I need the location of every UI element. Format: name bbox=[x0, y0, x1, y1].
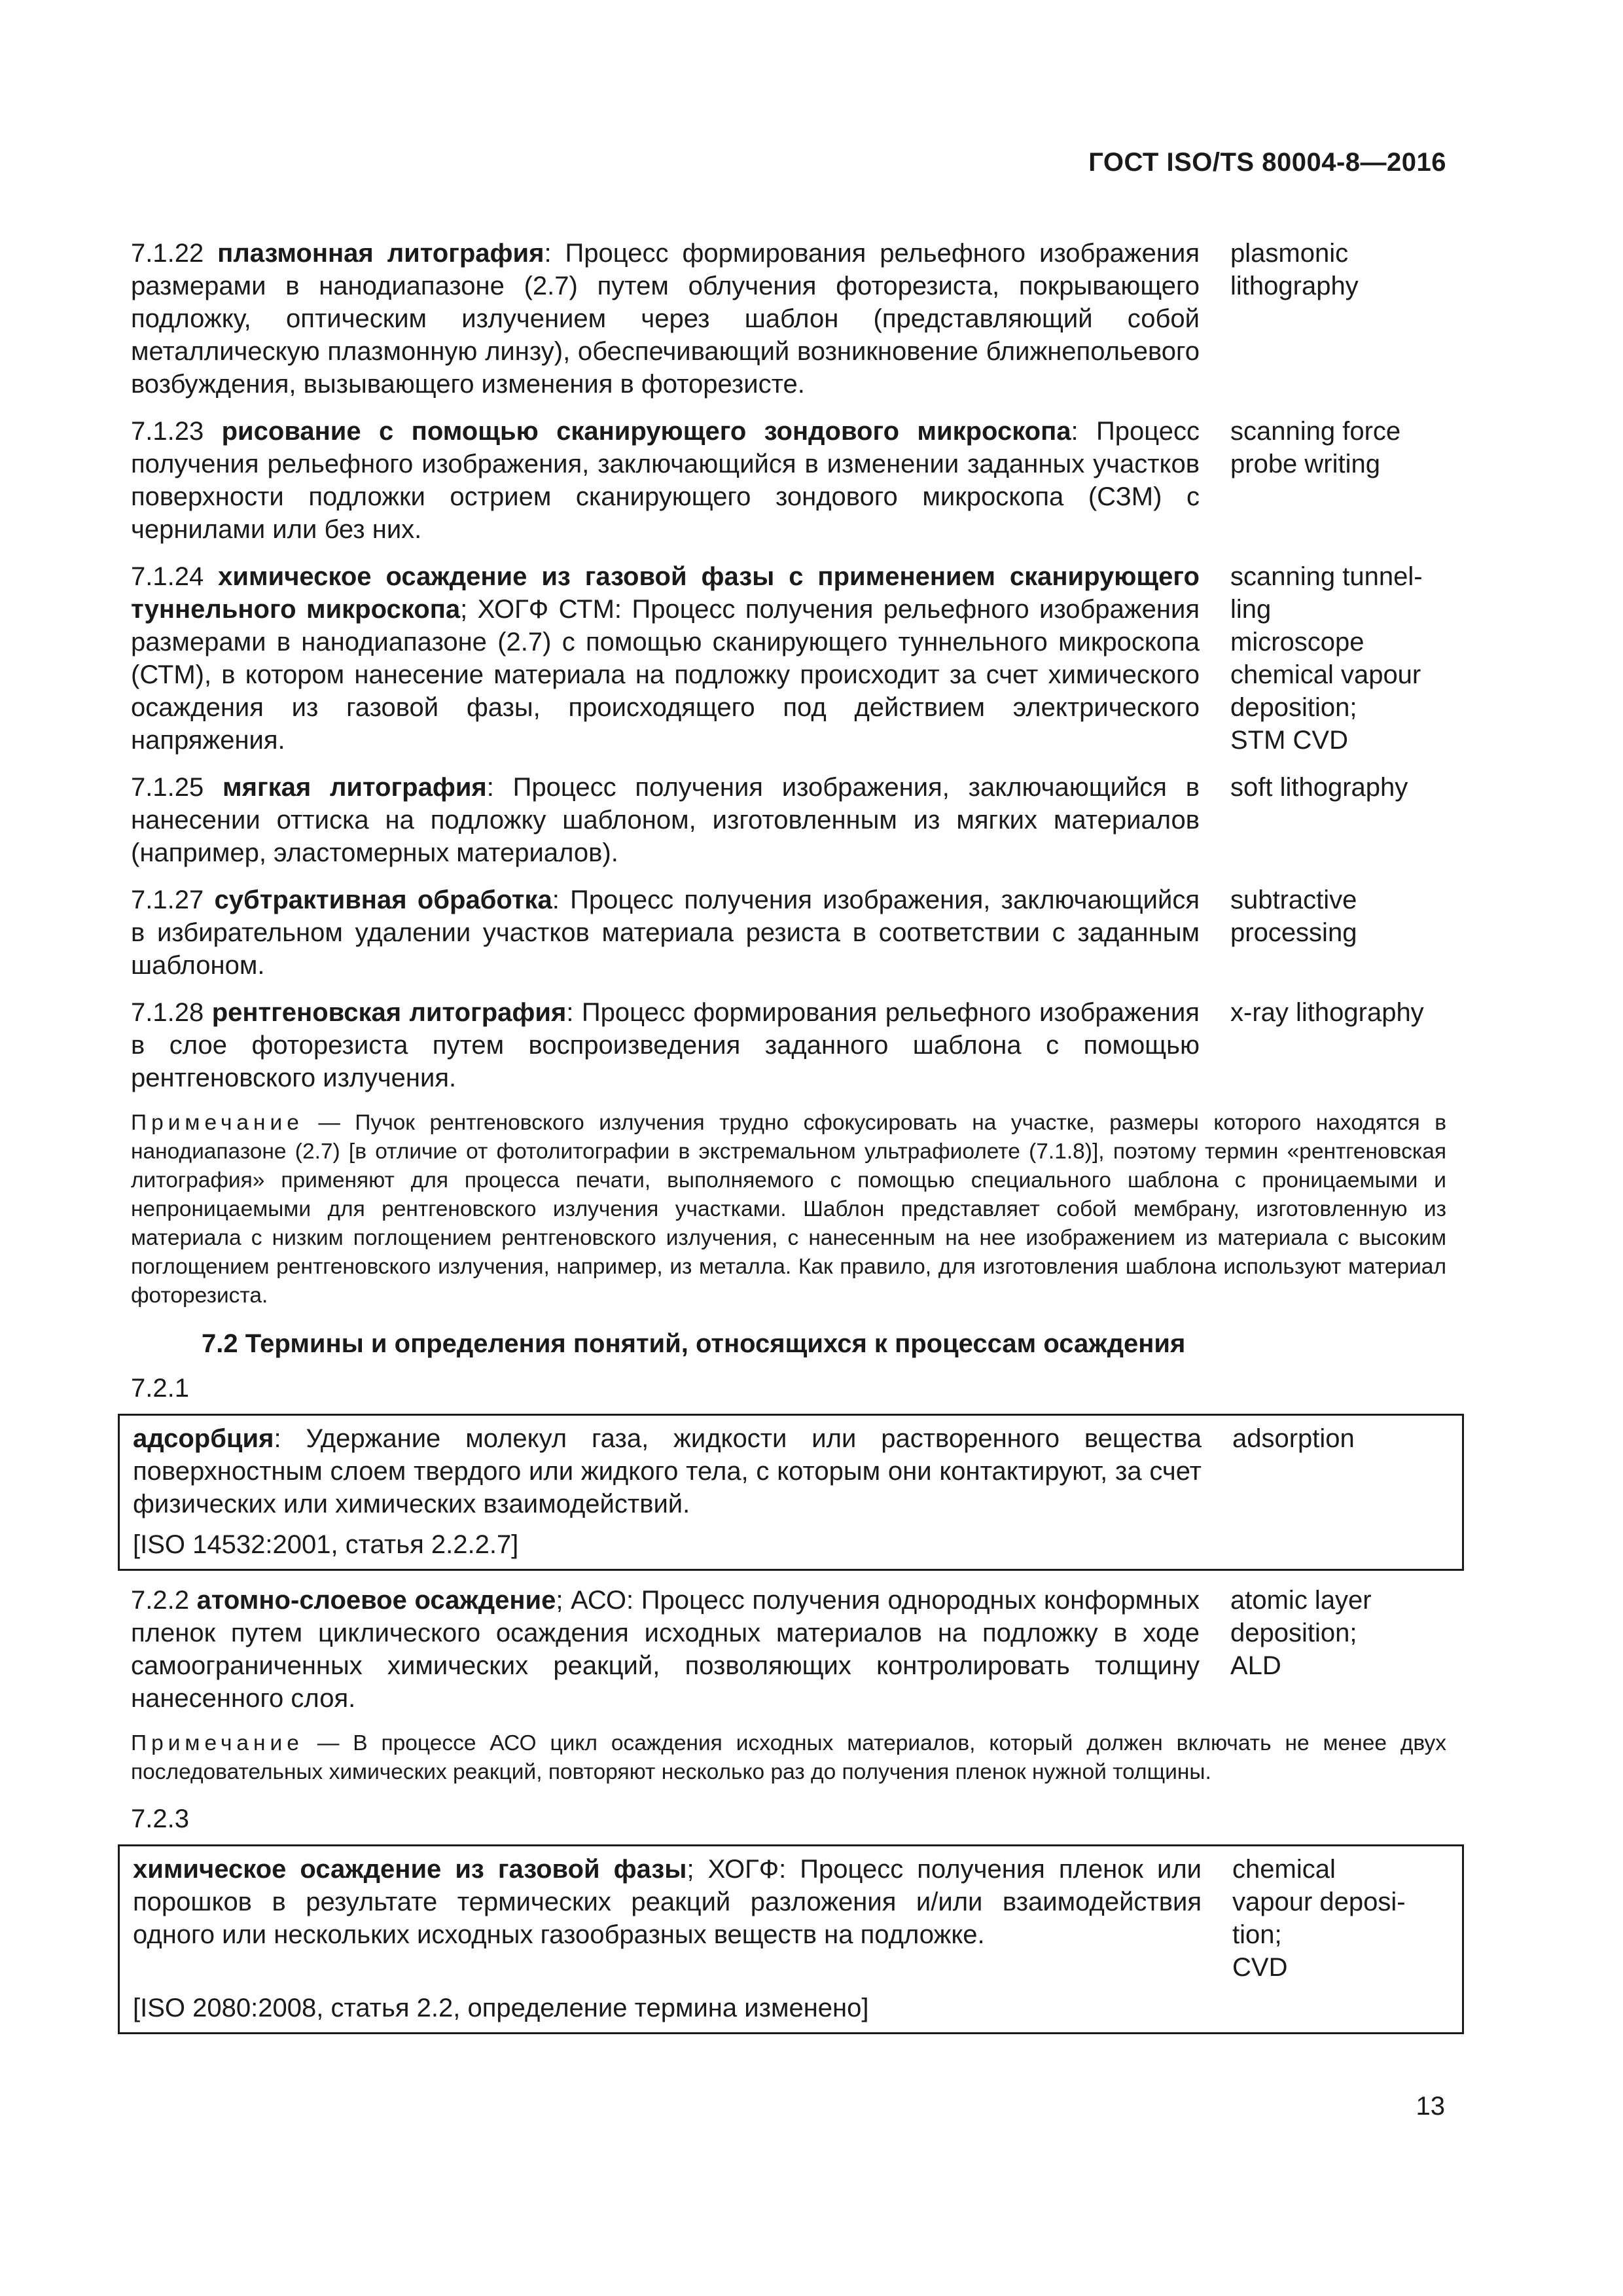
en-term-line: atomic layer bbox=[1230, 1586, 1372, 1615]
en-term-line: plasmonic bbox=[1230, 239, 1349, 268]
entry-term: химическое осаждение из газовой фазы с применением сканирующего туннельного микроскопа bbox=[131, 562, 1200, 624]
entry-term: рисование с помощью сканирующего зондового микроскопа bbox=[221, 417, 1071, 446]
page-body bbox=[131, 237, 1446, 2047]
entry-definition: Процесс получения изображения, заключающийся в нанесении оттиска на подложку шаблоном, изготовленным из мягких материалов (например, эластомерных материалов). bbox=[131, 773, 1200, 867]
entry-term: плазмонная литография bbox=[217, 239, 544, 268]
en-term-line: probe writing bbox=[1230, 450, 1381, 478]
note-text: — В процессе АСО цикл осаждения исходных материалов, который должен включать не менее двух последовательных химических реакций, повторяют несколько раз до получения пленок нужной толщины. bbox=[131, 1731, 1446, 1784]
en-term-line: chemical bbox=[1232, 1855, 1336, 1884]
note-label: Примечание bbox=[131, 1111, 304, 1135]
entry-en bbox=[1230, 1584, 1446, 1682]
term-entry-7-1-24 bbox=[131, 560, 1446, 757]
entry-ru bbox=[131, 996, 1200, 1094]
en-term-line: adsorption bbox=[1232, 1424, 1355, 1453]
entry-number: 7.2.2 bbox=[131, 1586, 189, 1615]
entry-number: 7.1.27 bbox=[131, 886, 204, 914]
en-term-line: x-ray lithography bbox=[1230, 998, 1424, 1027]
en-term-line: STM CVD bbox=[1230, 726, 1348, 755]
entry-definition: Удержание молекул газа, жидкости или растворенного вещества поверхностным слоем твердого или жидкого тела, с которым они контактируют, за счет физических или химических взаимодействий. bbox=[133, 1424, 1202, 1518]
note-label: Примечание bbox=[131, 1731, 304, 1755]
entry-ru bbox=[131, 884, 1200, 982]
entry-en bbox=[1230, 996, 1446, 1029]
entry-number-7-2-1: 7.2.1 bbox=[131, 1374, 189, 1403]
entry-ru bbox=[131, 771, 1200, 869]
entry-definition: Процесс получения рельефного изображения, заключающийся в изменении заданных участков поверхности подложки острием сканирующего зондового микроскопа (СЗМ) с чернилами или без них. bbox=[131, 417, 1200, 544]
en-term-line: scanning tunnel- bbox=[1230, 562, 1423, 591]
entry-definition: Процесс получения изображения, заключающийся в избирательном удалении участков материала резиста в соответствии с заданным шаблоном. bbox=[131, 886, 1200, 980]
term-entry-7-2-3 bbox=[133, 1853, 1449, 1984]
en-term-line: processing bbox=[1230, 918, 1357, 947]
entry-ru bbox=[131, 415, 1200, 546]
entry-term: мягкая литография bbox=[223, 773, 487, 802]
entry-number: 7.1.22 bbox=[131, 239, 204, 268]
entry-source: [ISO 14532:2001, статья 2.2.2.7] bbox=[133, 1530, 519, 1559]
term-entry-7-1-28 bbox=[131, 996, 1446, 1094]
boxed-entry-7-2-1 bbox=[118, 1414, 1464, 1571]
en-term-line: vapour deposi- bbox=[1232, 1888, 1406, 1916]
term-entry-7-1-22 bbox=[131, 237, 1446, 401]
entry-en bbox=[1230, 415, 1446, 480]
page-number: 13 bbox=[1416, 2092, 1445, 2121]
note-text: — Пучок рентгеновского излучения трудно сфокусировать на участке, размеры которого находятся в нанодиапазоне (2.7) [в отличие от фотолитографии в экстремальном ультрафиолете (7.1.8)], поэтому термин «рентгеновская литография» применяют для процесса печати, выполняемого с помощью специального шаблона с проницаемыми и непроницаемыми для рентгеновского излучения участками. Шаблон представляет собой мембрану, изготовленную из материала с низким поглощением рентгеновского излучения, с нанесенным на нее изображением из материала с высоким поглощением рентгеновского излучения, например, из металла. Как правило, для изготовления шаблона используют материал фоторезиста. bbox=[131, 1111, 1446, 1308]
entry-separator: : bbox=[552, 886, 571, 914]
entry-definition: Процесс формирования рельефного изображения в слое фоторезиста путем воспроизведения заданного шаблона с помощью рентгеновского излучения. bbox=[131, 998, 1200, 1092]
en-term-line: soft lithography bbox=[1230, 773, 1408, 802]
entry-separator: ; bbox=[687, 1855, 708, 1884]
entry-en bbox=[1230, 884, 1446, 949]
standard-header: ГОСТ ISO/TS 80004-8—2016 bbox=[1088, 148, 1446, 177]
entry-en bbox=[1230, 237, 1446, 302]
entry-definition: ХОГФ: Процесс получения пленок или порошков в результате термических реакций разложения и/или взаимодействия одного или нескольких исходных газообразных веществ на подложке. bbox=[133, 1855, 1202, 1949]
entry-source: [ISO 2080:2008, статья 2.2, определение термина изменено] bbox=[133, 1994, 869, 2022]
entry-number: 7.1.23 bbox=[131, 417, 204, 446]
entry-term: рентгеновская литография bbox=[211, 998, 567, 1027]
entry-separator: : bbox=[1071, 417, 1097, 446]
entry-number: 7.1.24 bbox=[131, 562, 204, 591]
term-entry-7-1-27 bbox=[131, 884, 1446, 982]
boxed-entry-7-2-3 bbox=[118, 1844, 1464, 2034]
entry-separator: : bbox=[544, 239, 565, 268]
en-term-line: ling bbox=[1230, 595, 1272, 624]
entry-ru bbox=[133, 1853, 1202, 1951]
en-term-line: microscope bbox=[1230, 628, 1364, 656]
entry-en bbox=[1230, 771, 1446, 804]
entry-separator: ; bbox=[556, 1586, 571, 1615]
entry-en bbox=[1232, 1853, 1448, 1984]
en-term-line: tion; bbox=[1232, 1920, 1282, 1949]
entry-separator: ; bbox=[460, 595, 478, 624]
entry-ru bbox=[133, 1422, 1202, 1520]
entry-en bbox=[1232, 1422, 1448, 1455]
term-entry-7-1-23 bbox=[131, 415, 1446, 546]
entry-en bbox=[1230, 560, 1446, 757]
en-term-line: CVD bbox=[1232, 1953, 1288, 1982]
en-term-line: ALD bbox=[1230, 1651, 1281, 1680]
en-term-line: deposition; bbox=[1230, 1619, 1357, 1647]
entry-separator: : bbox=[566, 998, 582, 1027]
en-term-line: subtractive bbox=[1230, 886, 1357, 914]
section-title: 7.2 Термины и определения понятий, относящихся к процессам осаждения bbox=[202, 1329, 1186, 1358]
en-term-line: chemical vapour bbox=[1230, 660, 1421, 689]
en-term-line: scanning force bbox=[1230, 417, 1401, 446]
entry-number: 7.1.28 bbox=[131, 998, 204, 1027]
entry-definition: ХОГФ СТМ: Процесс получения рельефного изображения размерами в нанодиапазоне (2.7) с помощью сканирующего туннельного микроскопа (СТМ), в котором нанесение материала на подложку происходит за счет химического осаждения из газовой фазы, происходящего под действием электрического напряжения. bbox=[131, 595, 1200, 755]
entry-term: субтрактивная обработка bbox=[214, 886, 552, 914]
entry-definition: АСО: Процесс получения однородных конформных пленок путем циклического осаждения исходных материалов на подложку в ходе самоограниченных химических реакций, позволяющих контролировать толщину нанесенного слоя. bbox=[131, 1586, 1200, 1713]
term-entry-7-1-25 bbox=[131, 771, 1446, 869]
entry-separator: : bbox=[486, 773, 513, 802]
entry-definition: Процесс формирования рельефного изображения размерами в нанодиапазоне (2.7) путем облучения фоторезиста, покрывающего подложку, оптическим излучением через шаблон (представляющий собой металлическую плазмонную линзу), обеспечивающий возникновение ближнепольевого возбуждения, вызывающего изменения в фоторезисте. bbox=[131, 239, 1200, 399]
entry-term: химическое осаждение из газовой фазы bbox=[133, 1855, 687, 1884]
entry-number-7-2-3: 7.2.3 bbox=[131, 1804, 189, 1833]
term-entry-7-2-2 bbox=[131, 1584, 1446, 1715]
note-ald bbox=[131, 1729, 1446, 1787]
entry-term: адсорбция bbox=[133, 1424, 274, 1453]
entry-number: 7.1.25 bbox=[131, 773, 204, 802]
en-term-line: lithography bbox=[1230, 272, 1359, 300]
entry-separator: : bbox=[274, 1424, 306, 1453]
entry-ru bbox=[131, 560, 1200, 757]
entry-ru bbox=[131, 1584, 1200, 1715]
entry-term: атомно-слоевое осаждение bbox=[196, 1586, 556, 1615]
note-x-ray bbox=[131, 1109, 1446, 1310]
term-entry-7-2-1 bbox=[133, 1422, 1449, 1520]
en-term-line: deposition; bbox=[1230, 693, 1357, 722]
entry-ru bbox=[131, 237, 1200, 401]
